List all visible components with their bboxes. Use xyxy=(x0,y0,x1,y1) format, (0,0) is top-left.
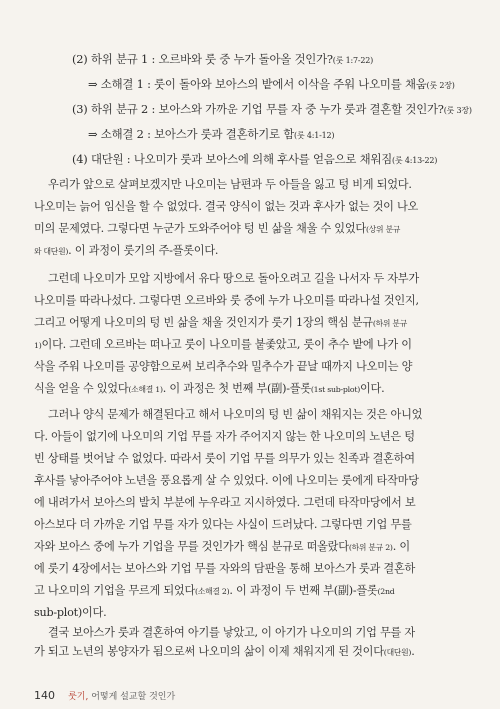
paragraph-line: 나오미를 따라나섰다. 그렇다면 오르바와 룻 중에 누가 나오미를 따라나설 것인지, xyxy=(34,294,419,307)
paragraph-line: 우리가 앞으로 살펴보겠지만 나오미는 남편과 두 아들을 잃고 텅 비게 되었다. xyxy=(48,178,412,191)
paragraph-line: 와 대단원). 이 과정이 룻기의 주-플롯이다. xyxy=(34,244,219,257)
page-number: 140 xyxy=(34,689,55,702)
paragraph-line: 삭을 주워 나오미를 공양함으로써 보리추수와 밀추수가 끝날 때까지 나오미는 양 xyxy=(34,360,413,373)
paragraph-line: 에 내려가서 보아스의 발치 부분에 누우라고 지시하였다. 그런데 타작마당에서 보 xyxy=(34,496,416,509)
page-footer xyxy=(34,684,175,703)
running-title: 룻기, 어떻게 설교할 것인가 xyxy=(68,692,176,702)
paragraph-line: 결국 보아스가 룻과 결혼하여 아기를 낳았고, 이 아기가 나오미의 기업 무를 자 xyxy=(48,626,415,639)
paragraph-line: 미의 문제였다. 그렇다면 누군가 도와주어야 텅 빈 삶을 채울 수 있었다(상위 분규 xyxy=(34,222,401,235)
outline-item: (2) 하위 분규 1 : 오르바와 룻 중 누가 돌아올 것인가?(룻 1:7-22) xyxy=(72,52,374,66)
outline-item: (3) 하위 분규 2 : 보아스와 가까운 기업 무를 자 중 누가 룻과 결혼할 것인가?(룻 3장) xyxy=(72,102,472,116)
paragraph-line: sub-plot)이다. xyxy=(34,606,107,619)
paragraph-line: 자와 보아스 중에 누가 기업을 무를 것인가가 핵심 분규로 떠올랐다(하위 분규 2). 이 xyxy=(34,540,410,553)
paragraph-line: 다. 아들이 없기에 나오미의 기업 무를 자가 주어지지 않는 한 나오미의 노년은 텅 xyxy=(34,430,415,443)
paragraph-line: 가 되고 노년의 봉양자가 됨으로써 나오미의 삶이 이제 채워지게 된 것이다(대단원). xyxy=(34,645,415,658)
paragraph-line: 식을 얻을 수 있었다(소해결 1). 이 과정은 첫 번째 부(副)-플롯(1st sub-plot)이다. xyxy=(34,382,385,395)
outline-item: ⇒ 소해결 1 : 룻이 돌아와 보아스의 밭에서 이삭을 주워 나오미를 채움(룻 2장) xyxy=(88,77,455,91)
paragraph-line: 그런데 나오미가 모압 지방에서 유다 땅으로 돌아오려고 길을 나서자 두 자부가 xyxy=(48,272,419,285)
paragraph-line: 빈 상태를 벗어날 수 없었다. 따라서 룻이 기업 무를 의무가 있는 친족과 결혼하여 xyxy=(34,452,415,465)
paragraph-line: 고 나오미의 기업을 무르게 되었다(소해결 2). 이 과정이 두 번째 부(副)-플롯(2nd xyxy=(34,584,395,597)
paragraph-line: 후사를 낳아주어야 노년을 풍요롭게 살 수 있었다. 이에 나오미는 룻에게 타작마당 xyxy=(34,474,419,487)
outline-item: ⇒ 소해결 2 : 보아스가 룻과 결혼하기로 함(룻 4:1-12) xyxy=(88,127,335,141)
paragraph-line: 아스보다 더 가까운 기업 무를 자가 있다는 사실이 드러났다. 그렇다면 기업 무를 xyxy=(34,518,412,531)
paragraph-line: 1)이다. 그런데 오르바는 떠나고 룻이 나오미를 붙좇았고, 룻이 추수 밭에 나가 이 xyxy=(34,338,412,351)
paragraph-line: 나오미는 늙어 임신을 할 수 없었다. 결국 양식이 없는 것과 후사가 없는 것이 나오 xyxy=(34,200,419,213)
paragraph-line: 에 룻기 4장에서는 보아스와 기업 무를 자와의 담판을 통해 보아스가 룻과 결혼하 xyxy=(34,562,416,575)
paragraph-line: 그러나 양식 문제가 해결된다고 해서 나오미의 텅 빈 삶이 채워지는 것은 아니었 xyxy=(48,408,423,421)
outline-item: (4) 대단원 : 나오미가 룻과 보아스에 의해 후사를 얻음으로 채워짐(룻 4:13-22) xyxy=(72,152,438,166)
paragraph-line: 그리고 어떻게 나오미의 텅 빈 삶을 채울 것인지가 룻기 1장의 핵심 분규(하위 분규 xyxy=(34,316,407,329)
